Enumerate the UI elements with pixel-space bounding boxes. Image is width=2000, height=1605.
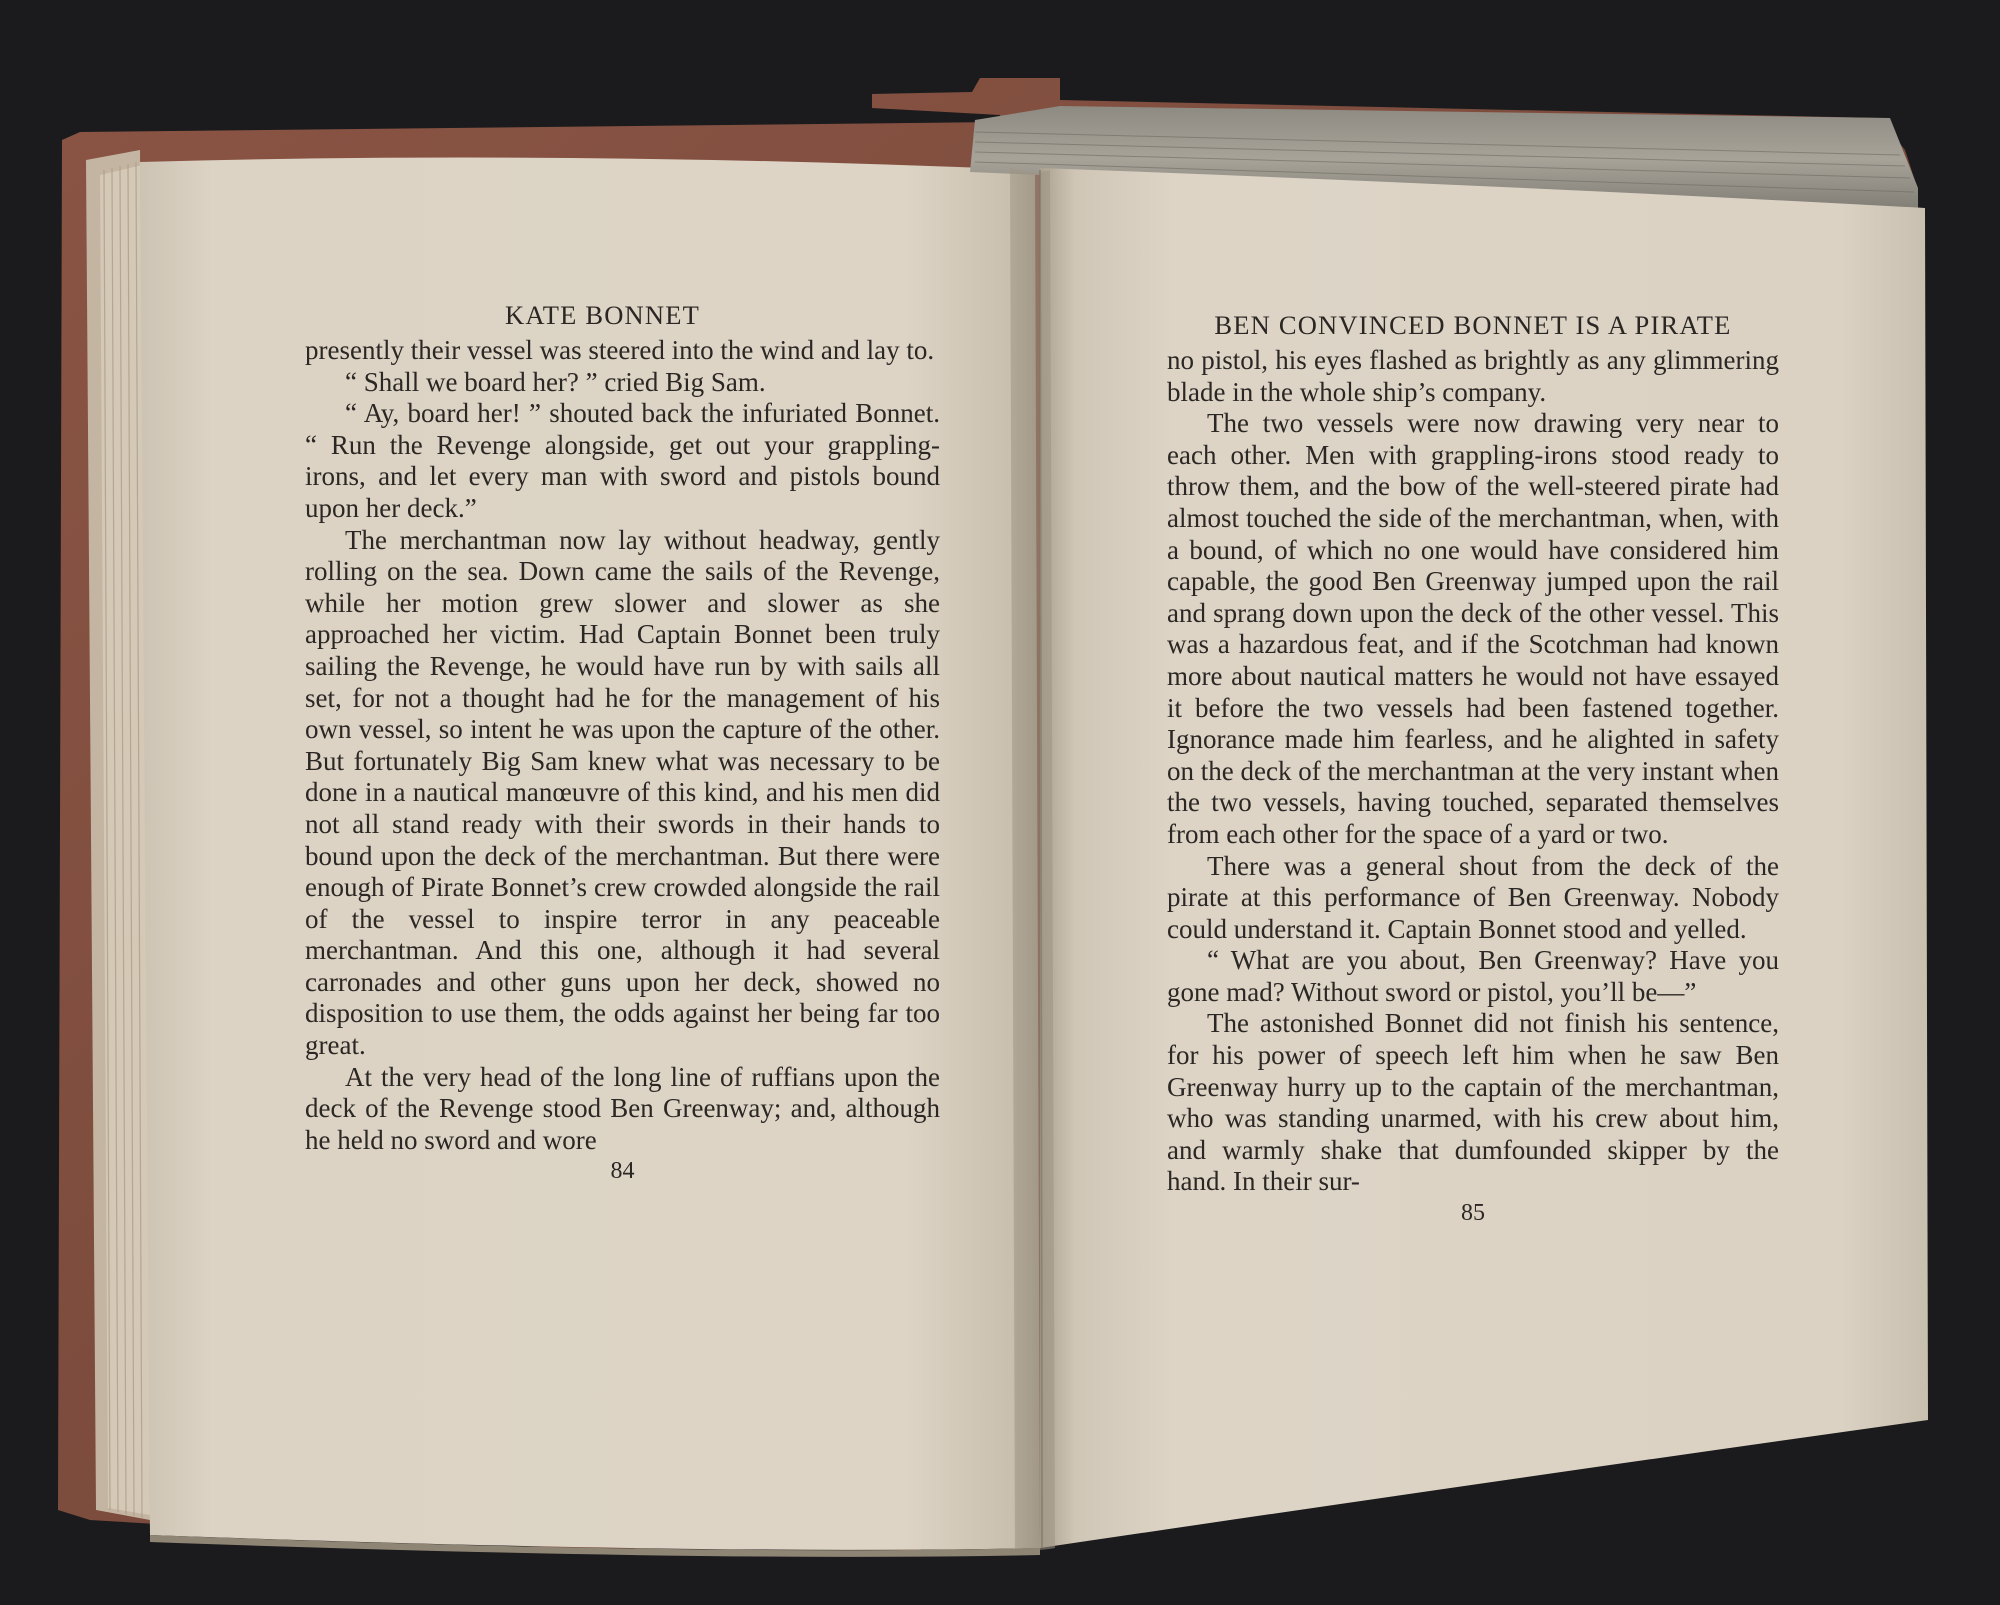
paragraph: The astonished Bonnet did not finish his sentence, for his power of speech left him when he saw Ben Greenway hurry up to the captain of the merchantman, who was standing unarmed, with his crew about him, and warmly shake that dumfounded skipper by the hand. In their sur- xyxy=(1167,1008,1779,1197)
paragraph: “ Ay, board her! ” shouted back the infuriated Bonnet. “ Run the Revenge alongside, get out your grappling-irons, and let every man with sword and pistols bound upon her deck.” xyxy=(305,398,940,523)
running-head-right: BEN CONVINCED BONNET IS A PIRATE xyxy=(1214,310,1732,340)
paragraph: At the very head of the long line of ruffians upon the deck of the Revenge stood Ben Greenway; and, although he held no sword and wore xyxy=(305,1061,940,1155)
paragraph: “ What are you about, Ben Greenway? Have you gone mad? Without sword or pistol, you’ll be—” xyxy=(1167,945,1779,1007)
page-number-right: 85 xyxy=(1461,1200,1485,1227)
right-page-body xyxy=(1167,345,1779,1198)
right-page-text xyxy=(1167,305,1779,1228)
paragraph: The two vessels were now drawing very near to each other. Men with grappling-irons stood ready to throw them, and the bow of the well-steered pirate had almost touched the side of the merchantman, when, with a bound, of which no one would have considered him capable, the good Ben Greenway jumped upon the rail and sprang down upon the deck of the other vessel. This was a hazardous feat, and if the Scotchman had known more about nautical matters he would not have essayed it before the two vessels had been fastened together. Ignorance made him fearless, and he alighted in safety on the deck of the merchantman at the very instant when the two vessels, having touched, separated themselves from each other for the space of a yard or two. xyxy=(1167,408,1779,849)
running-head-left: KATE BONNET xyxy=(505,300,700,330)
page-number-left: 84 xyxy=(610,1158,635,1185)
left-page-body xyxy=(305,335,940,1156)
paragraph: “ Shall we board her? ” cried Big Sam. xyxy=(345,366,766,397)
paragraph: There was a general shout from the deck of the pirate at this performance of Ben Greenway. Nobody could understand it. Captain Bonnet stood and yelled. xyxy=(1167,850,1779,944)
left-page-text xyxy=(305,295,940,1186)
paragraph: presently their vessel was steered into the wind and lay to. xyxy=(305,335,935,365)
paragraph: no pistol, his eyes flashed as brightly as any glimmering blade in the whole ship’s company. xyxy=(1167,345,1779,407)
paragraph: The merchantman now lay without headway, gently rolling on the sea. Down came the sails of the Revenge, while her motion grew slower and slower as she approached her victim. Had Captain Bonnet been truly sailing the Revenge, he would have run by with sails all set, for not a thought had he for the management of his own vessel, so intent he was upon the capture of the other. But fortunately Big Sam knew what was necessary to be done in a nautical manœuvre of this kind, and his men did not all stand ready with their swords in their hands to bound upon the deck of the merchantman. But there were enough of Pirate Bonnet’s crew crowded alongside the rail of the vessel to inspire terror in any peaceable merchantman. And this one, although it had several carronades and other guns upon her deck, showed no disposition to use them, the odds against her being far too great. xyxy=(305,524,940,1061)
gutter-shadow xyxy=(1010,168,1055,1550)
